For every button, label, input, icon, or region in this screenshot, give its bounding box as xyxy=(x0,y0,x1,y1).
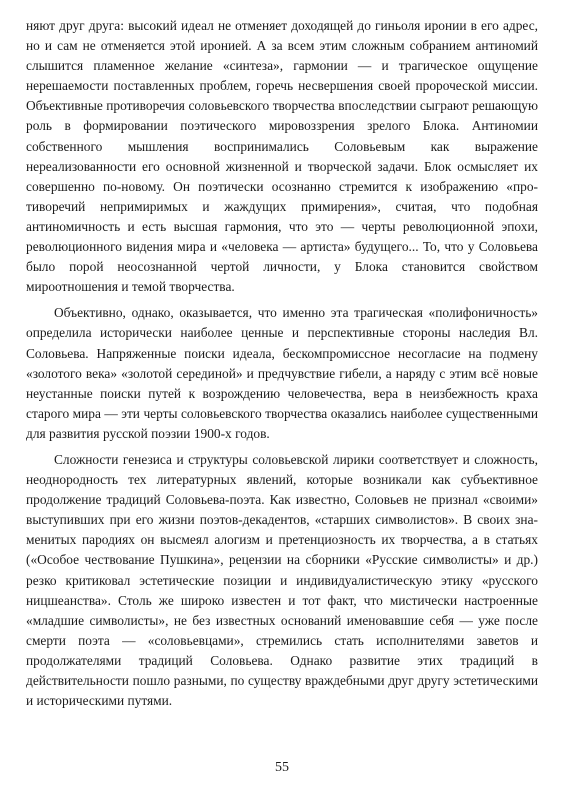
page-number: 55 xyxy=(275,760,289,775)
paragraph-1: няют друг друга: высокий идеал не отменяет доходящей до гиньоля иронии в его адрес, но и сам не отменяется этой иронией. А за всем этим сложным собранием антиномий слышится пламенное желание «синтеза», гармонии — и трагическое ощущение нерешаемости поставленных проблем, горечь несвершения своей пророческой миссии. Объективные противоречия соловьевского творчества впоследствии сыграют решающую роль в формировании поэтического мировоззрения зрелого Блока. Антиномии собственного мышления воспринимались Соловьевым как выражение нереализованности его основной жизненной и творческой задачи. Блок осмысляет их совершенно по-новому. Он поэтически осознанно стремится к изображению «противоречий непримиримых и жаждущих примирения», считая, что подобная антиномичность и есть высшая гармония, что это — черты революционной эпохи, революционного видения мира и «человека — артиста» будущего... То, что у Соловьева было порой неосознанной чертой личности, у Блока становится свойством мироотношения и темой творчества. xyxy=(26,18,538,295)
paragraph-3: Сложности генезиса и структуры соловьевской лирики соответствует и сложность, неоднородность тех литературных явлений, которые возникали как субъективное продолжение традиций Соловьева-поэта. Как известно, Соловьев не признал «своими» выступивших при его жизни поэтов-декадентов, «старших символистов». В своих знаменитых пародиях он высмеял алогизм и претенциозность их творчества, а в статьях («Особое чествование Пушкина», рецензии на сборники «Русские символисты» и др.) резко критиковал эстетические позиции и индивидуалистическую этику «русского ницшеанства». Столь же широко известен и тот факт, что мистически настроенные «младшие символисты», не без известных оснований именовавшие себя — уже после смерти поэта — «соловьевцами», стремились стать исполнителями заветов и продолжателями традиций Соловьева. Однако развитие этих традиций в действительности пошло разными, по существу враждебными друг другу эстетическими и историческими путями. xyxy=(26,451,538,709)
paragraph-2: Объективно, однако, оказывается, что именно эта трагическая «полифоничность» определила исторически наиболее ценные и перспективные стороны наследия Вл. Соловьева. Напряженные поиски идеала, бескомпромиссное несогласие на подмену «золотого века» «золотой серединой» и предчувствие гибели, а наряду с этим всё новые неустанные поиски путей к возрождению человечества, вера в неизбежность краха старого мира — эти черты соловьевского творчества оказались наиболее существенными для развития русской поэзии 1900-х годов. xyxy=(26,305,538,441)
book-page xyxy=(26,16,538,786)
